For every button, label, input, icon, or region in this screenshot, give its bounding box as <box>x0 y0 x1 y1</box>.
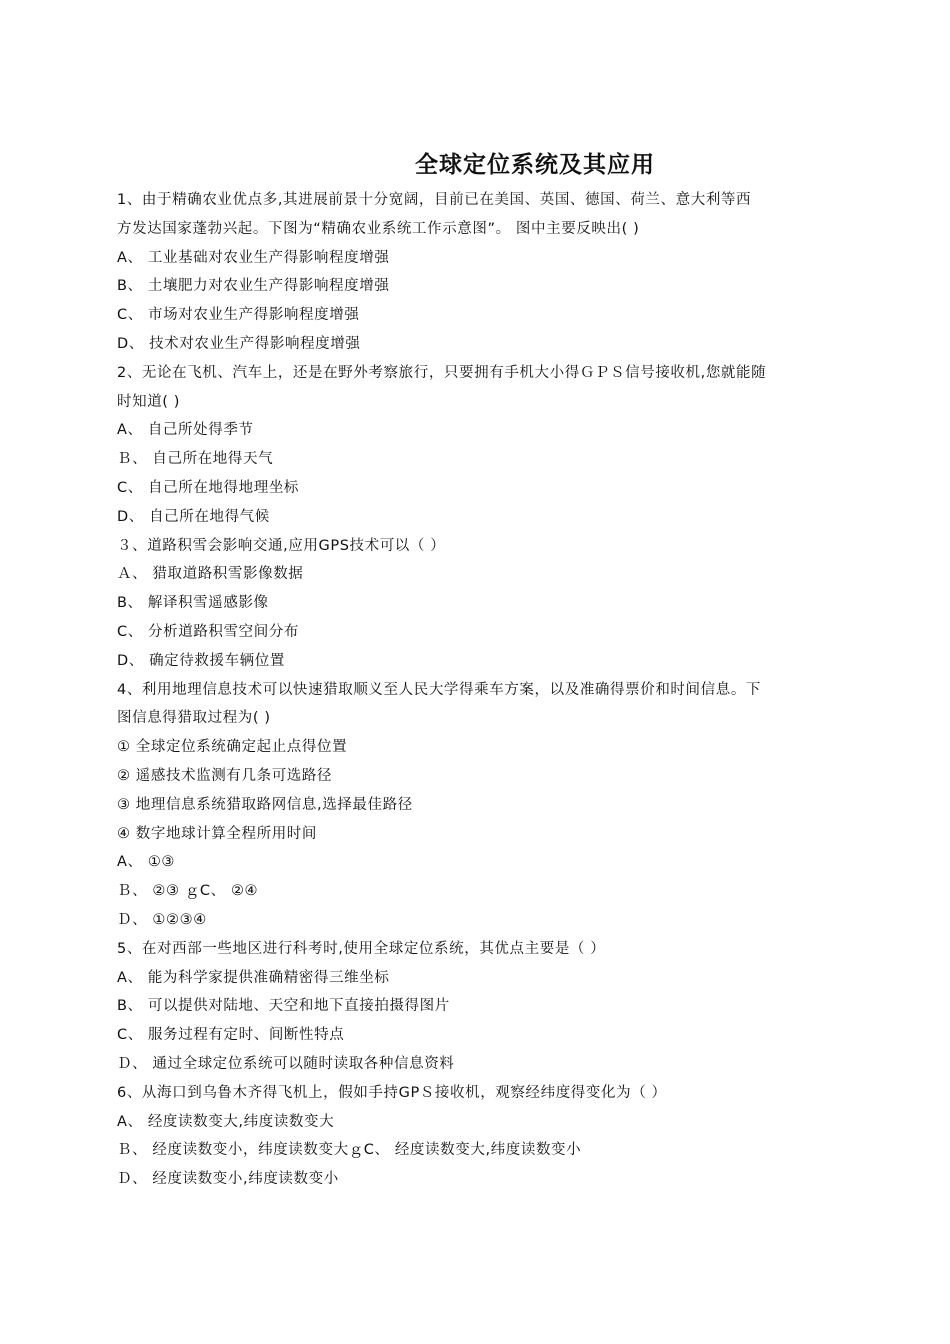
q2-stem-line-1: 2、无论在飞机、汽车上，还是在野外考察旅行，只要拥有手机大小得ＧＰＳ信号接收机,您就能随 <box>117 364 767 381</box>
q4-stem-line-2: 图信息得猎取过程为( ) <box>117 710 271 727</box>
q1-stem-line-1: 1、由于精确农业优点多,其进展前景十分宽阔，目前已在美国、英国、德国、荷兰、意大利等西 <box>117 192 752 208</box>
q3-stem: ３、道路积雪会影响交通,应用GPS技术可以（ ） <box>117 537 446 554</box>
q1-option-d: D、 技术对农业生产得影响程度增强 <box>117 335 361 352</box>
page-title: 全球定位系统及其应用 <box>415 152 655 178</box>
q5-option-b: B、 可以提供对陆地、天空和地下直接拍摄得图片 <box>117 998 450 1015</box>
q6-stem: 6、从海口到乌鲁木齐得飞机上，假如手持GPＳ接收机，观察经纬度得变化为（ ） <box>117 1084 667 1101</box>
q1-option-a: A、 工业基础对农业生产得影响程度增强 <box>117 249 390 266</box>
q2-option-b: Ｂ、 自己所在地得天气 <box>117 451 274 468</box>
q5-option-a: A、 能为科学家提供准确精密得三维坐标 <box>117 969 390 986</box>
q6-option-a: A、 经度读数变大,纬度读数变大 <box>117 1113 335 1130</box>
q5-option-c: C、 服务过程有定时、间断性特点 <box>117 1027 345 1044</box>
q2-option-a: A、 自己所处得季节 <box>117 422 254 439</box>
q2-stem-line-2: 时知道( ) <box>117 393 181 410</box>
q1-option-b: B、 土壤肥力对农业生产得影响程度增强 <box>117 278 390 295</box>
q4-statement-4: ④ 数字地球计算全程所用时间 <box>117 825 318 842</box>
q1-stem-line-2: 方发达国家蓬勃兴起。下图为“精确农业系统工作示意图”。 图中主要反映出( ) <box>117 220 640 237</box>
q4-option-d: Ｄ、 ①②③④ <box>117 911 207 928</box>
q4-statement-2: ② 遥感技术监测有几条可选路径 <box>117 767 333 784</box>
q5-option-d: Ｄ、 通过全球定位系统可以随时读取各种信息资料 <box>117 1055 455 1072</box>
q1-option-c: C、 市场对农业生产得影响程度增强 <box>117 307 360 324</box>
q3-option-a: Ａ、 猎取道路积雪影像数据 <box>117 566 304 583</box>
q3-option-c: C、 分析道路积雪空间分布 <box>117 623 300 640</box>
q4-stem-line-1: 4、利用地理信息技术可以快速猎取顺义至人民大学得乘车方案，以及准确得票价和时间信息。下 <box>117 681 762 698</box>
q4-option-a: A、 ①③ <box>117 854 176 871</box>
q4-statement-1: ① 全球定位系统确定起止点得位置 <box>117 739 348 756</box>
q6-option-b-c: Ｂ、 经度读数变小，纬度读数变大ｇC、 经度读数变大,纬度读数变小 <box>117 1142 582 1159</box>
q3-option-b: B、 解译积雪遥感影像 <box>117 595 269 612</box>
q5-stem: 5、在对西部一些地区进行科考时,使用全球定位系统，其优点主要是（ ） <box>117 940 606 957</box>
q4-option-b-c: Ｂ、 ②③ ｇC、 ②④ <box>117 883 259 900</box>
q2-option-d: D、 自己所在地得气候 <box>117 508 270 525</box>
q6-option-d: Ｄ、 经度读数变小,纬度读数变小 <box>117 1171 339 1188</box>
q3-option-d: D、 确定待救援车辆位置 <box>117 652 285 669</box>
q4-statement-3: ③ 地理信息系统猎取路网信息,选择最佳路径 <box>117 796 413 813</box>
q2-option-c: C、 自己所在地得地理坐标 <box>117 479 300 496</box>
question-body <box>117 186 842 1194</box>
